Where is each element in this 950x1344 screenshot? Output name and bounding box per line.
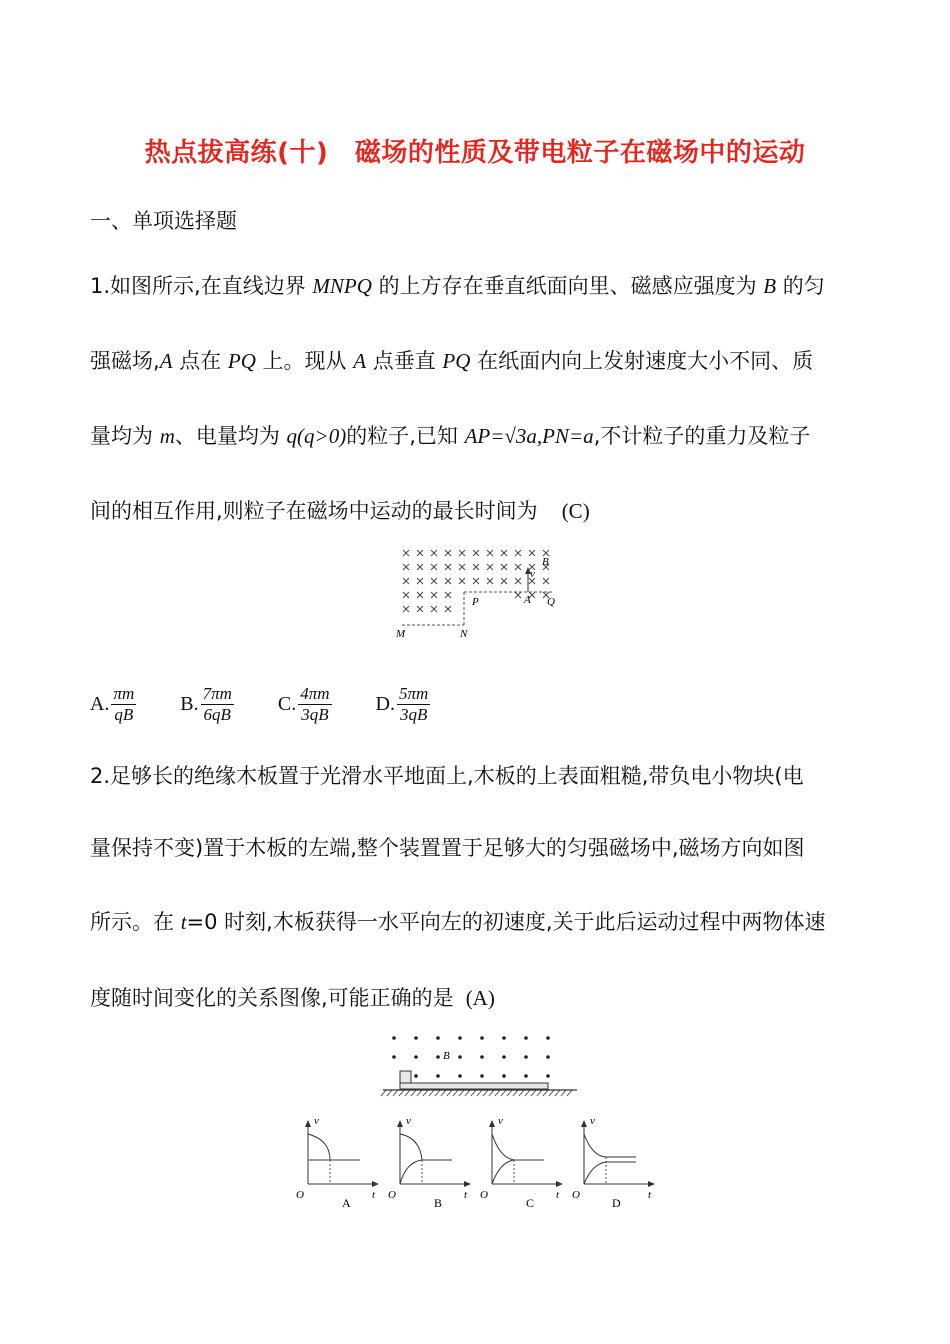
field-cross (529, 550, 535, 556)
q1-text: ,不计粒子的重力及粒子 (593, 424, 811, 448)
label-b: B (443, 1050, 450, 1062)
q2-graph-options (290, 1114, 660, 1214)
fraction-denominator: qB (114, 704, 134, 724)
curve-board (400, 1134, 422, 1160)
ground-hatch (459, 1090, 464, 1096)
q1-text: 的匀 (776, 274, 825, 298)
label-t: t (648, 1189, 652, 1201)
field-cross (459, 578, 465, 584)
field-dot (480, 1055, 484, 1059)
ground-hatch (393, 1090, 398, 1096)
q2-var: t (180, 910, 187, 934)
q1-var: B (763, 274, 777, 298)
option-letter: B. (180, 692, 199, 715)
q2-text: 所示。在 (90, 910, 181, 934)
v-axis-arrow (581, 1120, 587, 1127)
field-dot (524, 1036, 528, 1040)
field-dot (458, 1055, 462, 1059)
q1-option-d[interactable] (376, 684, 431, 724)
fraction-numerator: 5πm (398, 684, 429, 703)
q1-var: q(q>0) (286, 424, 347, 448)
ground-hatch (405, 1090, 410, 1096)
ground-hatch (435, 1090, 440, 1096)
ground-hatch (561, 1090, 566, 1096)
field-dot (502, 1055, 506, 1059)
ground-hatch (489, 1090, 494, 1096)
field-cross (445, 578, 451, 584)
t-axis-arrow (372, 1181, 379, 1187)
field-cross (445, 592, 451, 598)
q1-text: 间的相互作用,则粒子在磁场中运动的最长时间为 (90, 499, 538, 523)
q2-line-1: 2.足够长的绝缘木板置于光滑水平地面上,木板的上表面粗糙,带负电小物块(电 (90, 764, 804, 788)
label-v: v (406, 1115, 411, 1127)
field-dot (414, 1055, 418, 1059)
graph-label: B (434, 1196, 443, 1210)
field-dot (546, 1074, 550, 1078)
field-cross (487, 564, 493, 570)
q1-var: AP=√3a,PN=a (464, 424, 594, 448)
fraction-denominator: 6qB (203, 704, 231, 724)
q1-text: 在纸面内向上发射速度大小不同、质 (470, 349, 814, 373)
q1-var: A (353, 349, 367, 373)
q1-text: 点垂直 (366, 349, 443, 373)
q1-var: MNPQ (312, 274, 372, 298)
field-cross (417, 592, 423, 598)
q1-text: 1.如图所示,在直线边界 (90, 274, 313, 298)
ground-hatch (531, 1090, 536, 1096)
ground-hatch (429, 1090, 434, 1096)
t-axis-arrow (556, 1181, 563, 1187)
q2-answer: (A) (465, 986, 495, 1010)
label-v: v (498, 1115, 503, 1127)
t-axis-arrow (464, 1181, 471, 1187)
label-v: v (314, 1115, 319, 1127)
ground-hatch (525, 1090, 530, 1096)
field-cross (403, 606, 409, 612)
field-dot (524, 1055, 528, 1059)
label-t: t (464, 1189, 468, 1201)
field-cross (431, 578, 437, 584)
v-axis-arrow (489, 1120, 495, 1127)
fraction-denominator: 3qB (301, 704, 329, 724)
ground-hatch (423, 1090, 428, 1096)
insulating-board (400, 1083, 548, 1089)
q1-text: 的上方存在垂直纸面向里、磁感应强度为 (371, 274, 764, 298)
field-cross (445, 606, 451, 612)
field-cross (403, 564, 409, 570)
graph-label: D (612, 1196, 621, 1210)
ground-hatch (399, 1090, 404, 1096)
option-fraction (298, 684, 331, 724)
field-cross (501, 550, 507, 556)
ground-hatch (543, 1090, 548, 1096)
field-cross (459, 550, 465, 556)
curve-board (492, 1134, 514, 1160)
ground-hatch (537, 1090, 542, 1096)
ground-hatch (519, 1090, 524, 1096)
option-letter: A. (90, 692, 110, 715)
field-dot (414, 1074, 418, 1078)
ground-hatch (447, 1090, 452, 1096)
curve-board (308, 1134, 330, 1160)
field-cross (445, 550, 451, 556)
q1-var: m (159, 424, 175, 448)
q1-line-1 (90, 270, 825, 300)
curve-block (492, 1160, 514, 1184)
q1-text: 上。现从 (255, 349, 354, 373)
q1-options (90, 684, 474, 724)
ground-hatch (411, 1090, 416, 1096)
charged-block (400, 1071, 411, 1083)
fraction-numerator: 4πm (300, 684, 330, 703)
field-cross (403, 550, 409, 556)
q2-line-2: 量保持不变)置于木板的左端,整个装置置于足够大的匀强磁场中,磁场方向如图 (90, 836, 805, 860)
option-letter: C. (277, 692, 297, 715)
label-o: O (480, 1189, 488, 1201)
field-dot (458, 1036, 462, 1040)
ground-hatch (501, 1090, 506, 1096)
q2-text: 度随时间变化的关系图像,可能正确的是 (90, 986, 454, 1010)
field-cross (459, 564, 465, 570)
field-cross (403, 592, 409, 598)
graph-label: C (526, 1196, 535, 1210)
q1-line-4 (90, 495, 590, 525)
ground-hatch (441, 1090, 446, 1096)
field-dot (546, 1036, 550, 1040)
fraction-numerator: πm (113, 684, 135, 703)
section-heading: 一、单项选择题 (90, 209, 237, 233)
field-cross (431, 550, 437, 556)
q1-magnetic-field-figure (392, 545, 562, 640)
label-o: O (388, 1189, 396, 1201)
label-t: t (372, 1189, 376, 1201)
field-cross (417, 564, 423, 570)
ground-hatch (549, 1090, 554, 1096)
curve-block (400, 1160, 422, 1184)
q2-text: =0 时刻,木板获得一水平向左的初速度,关于此后运动过程中两物体速 (186, 910, 826, 934)
field-cross (543, 578, 549, 584)
field-cross (431, 564, 437, 570)
field-cross (473, 550, 479, 556)
option-fraction (111, 684, 136, 724)
field-cross (431, 592, 437, 598)
q1-var: PQ (227, 349, 256, 373)
ground-hatch (453, 1090, 458, 1096)
field-cross (417, 550, 423, 556)
field-cross (473, 578, 479, 584)
q1-var: PQ (442, 349, 471, 373)
ground-hatch (555, 1090, 560, 1096)
label-a: A (524, 594, 531, 606)
q1-text: 的粒子,已知 (346, 424, 465, 448)
ground-hatch (471, 1090, 476, 1096)
label-o: O (572, 1189, 580, 1201)
field-dot (480, 1074, 484, 1078)
label-q: Q (547, 596, 555, 608)
fraction-denominator: 3qB (399, 704, 428, 724)
page-title: 热点拔高练(十) 磁场的性质及带电粒子在磁场中的运动 (144, 138, 806, 168)
ground-hatch (483, 1090, 488, 1096)
t-axis-arrow (648, 1181, 655, 1187)
option-fraction (397, 684, 430, 724)
graph-d[interactable] (572, 1115, 655, 1210)
q1-text: 强磁场, (90, 349, 160, 373)
field-dot (436, 1055, 440, 1059)
ground-hatch (513, 1090, 518, 1096)
label-m: M (396, 628, 406, 640)
ground-hatch (387, 1090, 392, 1096)
field-cross (431, 606, 437, 612)
field-dot (414, 1036, 418, 1040)
field-dot (502, 1036, 506, 1040)
fraction-numerator: 7πm (202, 684, 232, 703)
option-letter: D. (375, 692, 395, 715)
field-cross (417, 606, 423, 612)
graph-label: A (342, 1196, 351, 1210)
field-dot (436, 1036, 440, 1040)
ground-hatch (477, 1090, 482, 1096)
graph-c[interactable] (480, 1115, 563, 1210)
field-cross (501, 578, 507, 584)
field-dot (546, 1055, 550, 1059)
ground-hatch (567, 1090, 572, 1096)
field-cross (515, 592, 521, 598)
ground-hatch (465, 1090, 470, 1096)
field-dot (502, 1074, 506, 1078)
label-o: O (296, 1189, 304, 1201)
field-cross (403, 578, 409, 584)
label-b: B (542, 556, 549, 568)
ground-hatch (417, 1090, 422, 1096)
field-cross (473, 564, 479, 570)
field-dot (524, 1074, 528, 1078)
field-dot (480, 1036, 484, 1040)
graph-b[interactable] (388, 1115, 471, 1210)
field-cross (515, 550, 521, 556)
q1-text: 量均为 (90, 424, 160, 448)
label-n: N (460, 628, 468, 640)
q1-var: A (159, 349, 173, 373)
q2-board-figure (380, 1030, 580, 1098)
field-cross (487, 578, 493, 584)
ground-hatch (381, 1090, 386, 1096)
curve-board (584, 1134, 636, 1157)
q2-line-4 (90, 982, 495, 1012)
label-v: v (530, 568, 535, 580)
v-axis-arrow (305, 1120, 311, 1127)
q2-line-3 (90, 906, 826, 936)
q1-option-c[interactable] (278, 684, 332, 724)
v-axis-arrow (397, 1120, 403, 1127)
field-dot (392, 1055, 396, 1059)
field-cross (501, 564, 507, 570)
q1-text: 点在 (172, 349, 228, 373)
ground-hatch (507, 1090, 512, 1096)
graph-a[interactable] (296, 1115, 379, 1210)
q1-line-2 (90, 345, 813, 375)
field-cross (445, 564, 451, 570)
ground-hatch (495, 1090, 500, 1096)
option-fraction (201, 684, 234, 724)
curve-block (584, 1162, 636, 1184)
field-dot (436, 1074, 440, 1078)
field-cross (417, 578, 423, 584)
field-cross (487, 550, 493, 556)
field-dot (392, 1036, 396, 1040)
q1-option-b[interactable] (180, 684, 234, 724)
field-cross (515, 578, 521, 584)
label-v: v (590, 1115, 595, 1127)
label-t: t (556, 1189, 560, 1201)
q1-option-a[interactable] (90, 684, 136, 724)
field-dot (458, 1074, 462, 1078)
q1-answer: (C) (561, 499, 590, 523)
label-p: P (472, 596, 479, 608)
q1-line-3 (90, 420, 810, 450)
q1-text: 、电量均为 (174, 424, 287, 448)
field-cross (515, 564, 521, 570)
